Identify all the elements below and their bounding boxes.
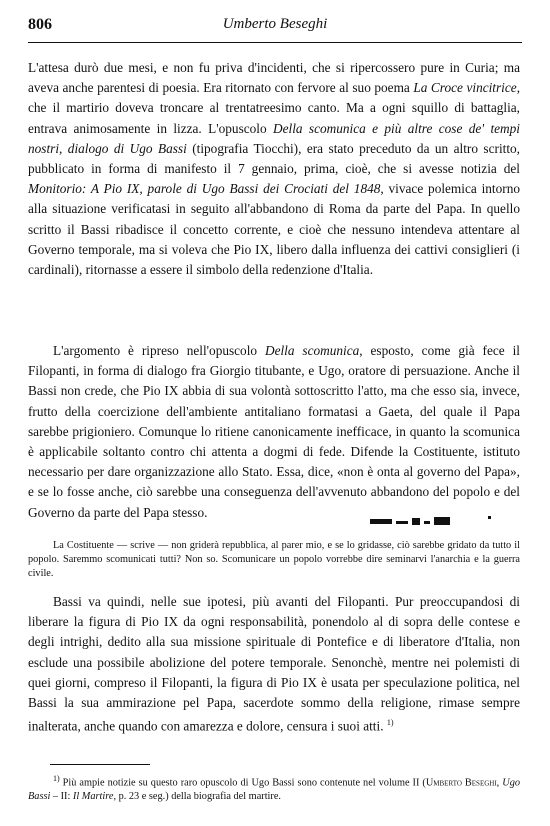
ink-blot-mark <box>368 516 493 526</box>
fn-text-2: , <box>496 777 503 789</box>
quote-block <box>28 539 520 581</box>
p1-text-2: , che il martirio doveva troncare al trentatreesimo canto. Ma a ogni squillo di battaglia, entrava animosamente in lizza. L'opuscolo <box>28 80 521 136</box>
running-head: Umberto Beseghi <box>222 16 328 32</box>
fn-text-3: – II: <box>50 791 73 803</box>
page-number: 806 <box>28 16 52 33</box>
p1-text-4: , vivace polemica intorno alla situazione verificatasi in seguito all'abbandono di Roma da parte del Papa. In quello scritto il Bassi ribadisce il concetto corrente, e cioè che nessuno intendeva attentare al Governo temporale, ma si voleva che Pio IX, libero dalla influenza dei cattivi consiglieri (i cardinali), ritornasse a essere il simbolo della redenzione d'Italia. <box>28 181 520 278</box>
paragraph-1-block <box>28 58 520 280</box>
footnote <box>28 772 520 804</box>
p1-title-croce: La Croce vincitrice <box>413 80 517 96</box>
fn-title-martire: Il Martire <box>72 791 114 803</box>
fn-title-ugo-bassi: Ugo Bassi <box>28 777 520 803</box>
footnote-rule <box>50 764 150 765</box>
p2-text-2: , esposto, come già fece il Filopanti, in forma di dialogo fra Giorgio titubante, e Ugo, oratore di persuazione. Anche il Bassi non crede, che Pio IX abbia di sua volontà sottoscritto l'atto, ma che esso sia, invece, frutto della coercizione dell'ambiente antitaliano formatasi a Gaeta, del quale il Papa sarebbe prigioniero. Comunque lo ritiene canonicamente inefficace, in quanto la scomunica è applicabile soltanto contro chi attenta a dogmi di fede. Difende la Costituente, istituto necessario per dare organizzazione allo Stato. Essa, dice, «non è onta al governo del Papa», e se lo fosse anche, ciò sarebbe una conseguenza dell'avvenuto abbandono del popolo e del Governo da parte del Papa stesso. <box>28 343 520 520</box>
p2-text-1: L'argomento è ripreso nell'opuscolo <box>53 343 265 358</box>
paragraph-3-block <box>28 592 520 737</box>
fn-author: Umberto Beseghi <box>425 777 497 789</box>
paragraph-3 <box>28 592 520 737</box>
footnote-marker: 1) <box>53 774 60 783</box>
footnote-reference: 1) <box>386 718 394 728</box>
p3-text: Bassi va quindi, nelle sue ipotesi, più avanti del Filopanti. Pur preoccupandosi di liberare la figura di Pio IX da ogni responsabilità, ponendolo al di sopra delle contese e degli intrighi, dedito alla sua missione spirituale di Pontefice e di liberatore d'Italia, non esclude una possibile abolizione del potere temporale. Senonchè, mentre nei polemisti di quei giorni, compreso il Filopanti, la figura di Pio IX è usata per speculazione politica, nel Bassi la sua ammirazione pel Papa, sacerdote sommo della religione, rimase sempre inalterata, anche quando con amarezza e dolore, censura i suoi atti. <box>28 594 520 734</box>
p1-text-1: L'attesa durò due mesi, e non fu priva d'incidenti, che si ripercossero pure in Curia; ma aveva anche parentesi di poesia. Era ritornato con fervore al suo poema <box>28 60 520 96</box>
header-rule <box>28 42 522 43</box>
fn-text-1: Più ampie notizie su questo raro opuscolo di Ugo Bassi sono contenute nel volume II ( <box>59 777 426 789</box>
fn-text-4: , p. 23 e seg.) della biografia del martire. <box>113 791 281 803</box>
p2-title-scomunica: Della scomunica <box>264 343 360 358</box>
block-quote: La Costituente — scrive — non griderà repubblica, al parer mio, e se lo gridasse, ciò sarebbe gridato da tutto il popolo. Saremmo scomunicati tutti? Non so. Scomunicare un popolo vorrebbe dire seminarvi l'anarchia e la guerra civile. <box>28 540 520 579</box>
footnote-block <box>28 772 520 804</box>
p1-text-3: (tipografia Tiocchi), era stato preceduto da un altro scritto, pubblicato in forma di manifesto il 7 gennaio, prima, cioè, che si avesse notizia del <box>28 140 520 177</box>
paragraph-2-block <box>28 341 520 523</box>
page-header <box>28 16 522 42</box>
paragraph-2 <box>28 341 520 523</box>
paragraph-1 <box>28 58 520 280</box>
p1-title-monitorio: Monitorio: A Pio IX, parole di Ugo Bassi dei Crociati del 1848 <box>28 181 381 197</box>
p1-title-scomunica: Della scomunica e più altre cose de' tempi nostri, dialogo di Ugo Bassi <box>28 120 520 156</box>
